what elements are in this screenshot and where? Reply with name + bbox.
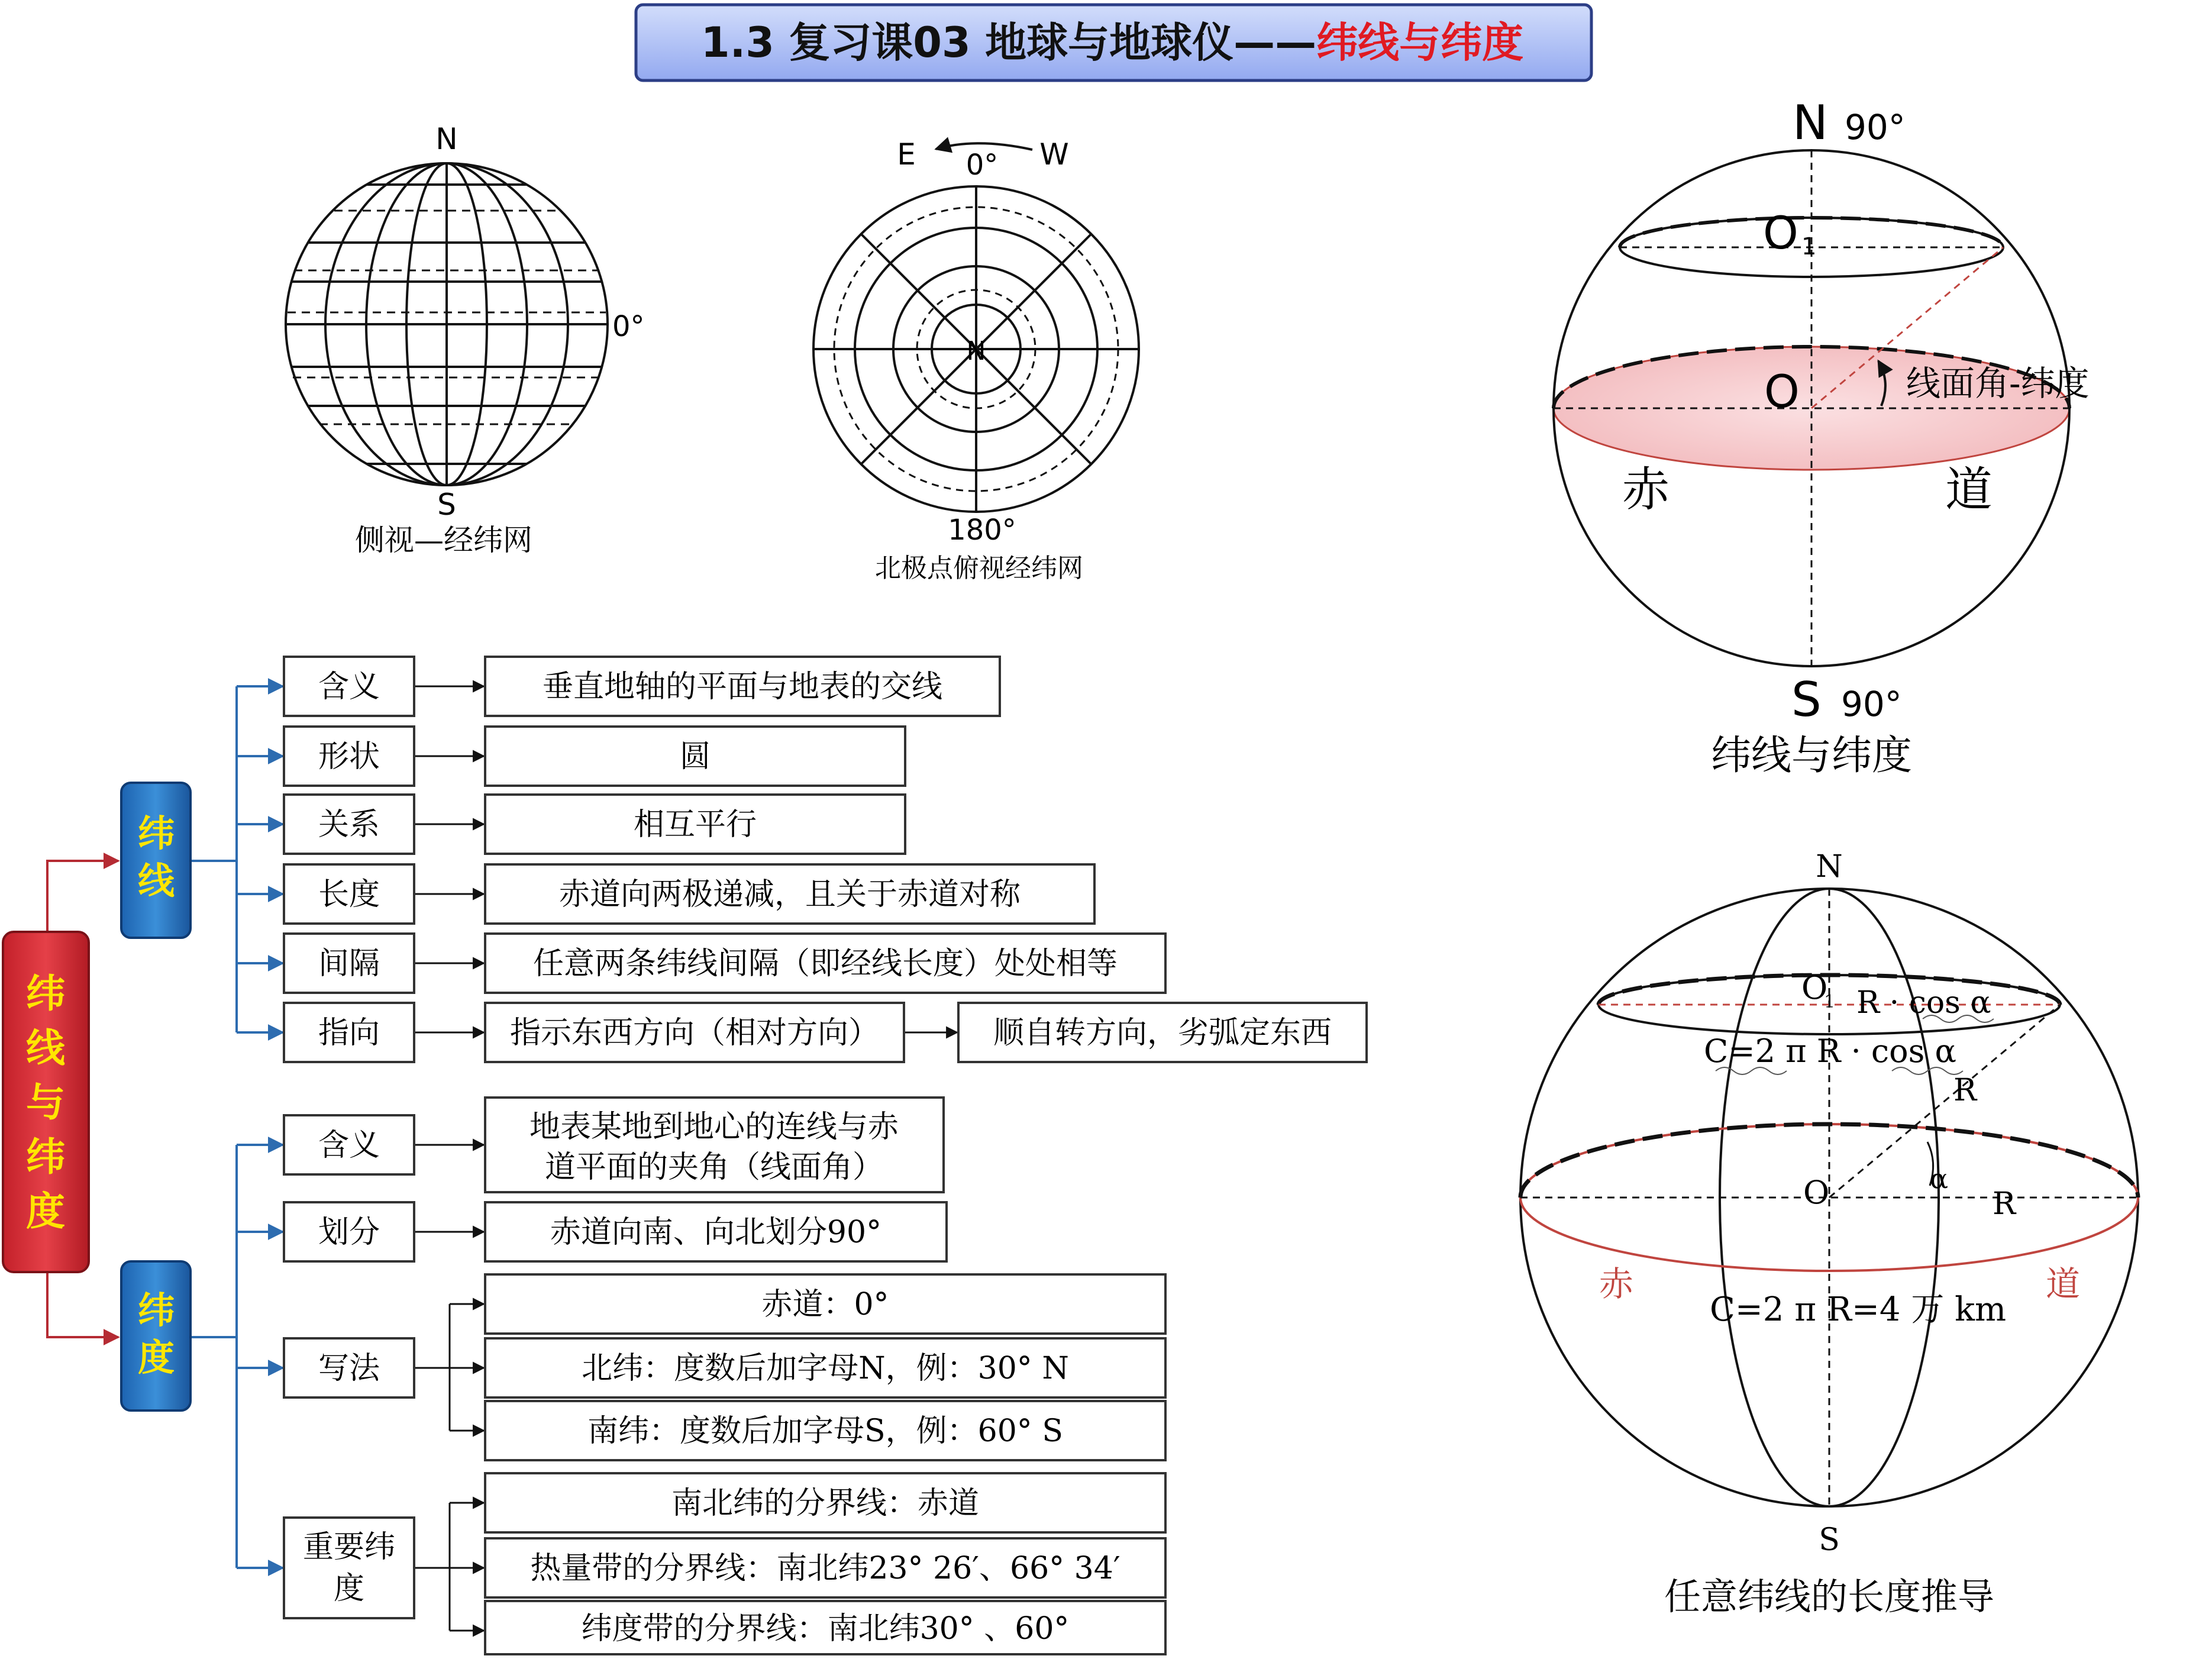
title-banner [636,5,1591,80]
weixian-item-key: 关系 [318,807,380,843]
sphere2-rcos-label: R · cos α [1856,985,1991,1021]
weixian-item-value: 垂直地轴的平面与地表的交线 [542,669,943,705]
sphere-latitude-angle [1554,150,2069,666]
weixian-item [284,727,905,786]
weixian-item-value: 相互平行 [633,807,757,843]
mindmap-weixian-node [121,783,190,938]
side-view-globe [286,163,608,485]
polar-view-w-label: W [1039,137,1069,172]
polar-view-grid [813,143,1139,512]
weixian-item-key: 长度 [318,877,380,912]
weidu-meaning-line1: 地表某地到地心的连线与赤 [529,1109,899,1145]
weixian-item-value: 任意两条纬线间隔（即经线长度）处处相等 [532,946,1118,982]
weixian-items [284,657,1367,1062]
weixian-item [284,864,1094,924]
weidu-meaning [284,1098,944,1192]
title-main: 1.3 复习课03 地球与地球仪—— [700,18,1317,67]
weidu-important-value: 南北纬的分界线：赤道 [671,1486,980,1521]
weixian-item [284,657,1000,716]
weidu-meaning-line2: 道平面的夹角（线面角） [544,1150,884,1185]
mindmap-root-label: 纬线与纬度 [26,971,65,1234]
polar-view-180-label: 180° [948,514,1016,547]
sphere2-r-label: R [1953,1073,1977,1108]
weidu-items [284,1098,1165,1654]
weidu-meaning-key: 含义 [318,1128,380,1163]
mindmap-weidu-label: 纬度 [137,1289,175,1379]
polar-view-zero-label: 0° [965,149,999,182]
sphere1-dao-label: 道 [1945,462,1993,517]
weidu-division-key: 划分 [318,1215,380,1250]
weidu-writing-key: 写法 [318,1351,380,1386]
sphere1-angle-label: 线面角-纬度 [1906,363,2090,404]
sphere1-n90-label: 90° [1845,107,1906,147]
weixian-item-value: 指示东西方向（相对方向） [509,1015,880,1051]
weixian-item-value: 圆 [679,739,711,774]
weidu-writing-value: 北纬：度数后加字母N，例：30° N [582,1351,1069,1386]
title-highlight: 纬线与纬度 [1316,18,1524,67]
weidu-important-value: 纬度带的分界线：南北纬30° 、60° [581,1611,1070,1647]
sphere1-o1-label: O [1763,206,1798,259]
polar-view-e-label: E [897,137,916,172]
sphere2-c1-formula: =2 π R · cos α [1728,1032,1957,1070]
sphere1-s-label: S [1791,672,1822,727]
weidu-important-value: 热量带的分界线：南北纬23° 26′、66° 34′ [530,1551,1120,1586]
sphere2-r2-label: R [1993,1186,2016,1222]
sphere2-chi-label: 赤 [1599,1264,1634,1304]
weidu-writing-value: 赤道：0° [761,1287,889,1322]
weixian-item-value: 赤道向两极递减，且关于赤道对称 [558,877,1021,912]
polar-view-caption: 北极点俯视经纬网 [875,553,1083,583]
sphere2-o1-label: O [1801,969,1828,1006]
sphere1-caption: 纬线与纬度 [1710,732,1913,779]
side-view-s-label: S [437,488,456,522]
sphere2-o1-sub: 1 [1824,992,1836,1012]
sphere1-s90-label: 90° [1841,684,1902,724]
sphere2-caption: 任意纬线的长度推导 [1664,1575,1995,1618]
svg-text:C=2 π R · cos α [1704,1032,1956,1070]
weixian-item-extra: 顺自转方向，劣弧定东西 [993,1015,1332,1051]
weidu-writing-value: 南纬：度数后加字母S，例：60° S [587,1413,1063,1449]
weidu-important-key1: 重要纬 [302,1529,396,1565]
svg-text:1.3 复习课03 地球与地球仪——纬线与纬度 [701,18,1523,67]
polar-view-n-label: N [966,336,986,366]
side-view-zero-label: 0° [612,310,645,343]
sphere2-alpha-label: α [1930,1163,1949,1195]
sphere1-o1-sub: 1 [1801,233,1817,260]
sphere1-chi-label: 赤 [1622,462,1670,517]
mindmap-weixian-label: 纬线 [137,812,175,902]
weidu-important [284,1473,1165,1654]
weidu-important-key2: 度 [333,1571,365,1606]
weidu-division [284,1202,947,1261]
sphere2-c1-label: C [1704,1032,1729,1070]
mindmap-weidu-node [121,1261,190,1411]
sphere2-dao-label: 道 [2046,1264,2081,1304]
weixian-item-key: 间隔 [318,946,380,982]
sphere2-n-label: N [1816,849,1843,885]
sphere2-s-label: S [1819,1522,1840,1558]
side-view-n-label: N [435,122,458,156]
weixian-item-key: 含义 [318,669,380,705]
sphere1-o-label: O [1764,365,1800,418]
weixian-item-key: 指向 [318,1015,380,1051]
sphere2-o-label: O [1803,1174,1830,1211]
sphere2-c-eq-label: C=2 π R=4 万 km [1710,1290,2007,1329]
side-view-caption: 侧视—经纬网 [355,523,532,557]
mindmap-root-node [3,932,89,1272]
sphere1-n-label: N [1793,95,1828,150]
weixian-item-key: 形状 [318,739,380,774]
weixian-item [284,795,905,854]
weidu-division-value: 赤道向南、向北划分90° [550,1215,882,1250]
